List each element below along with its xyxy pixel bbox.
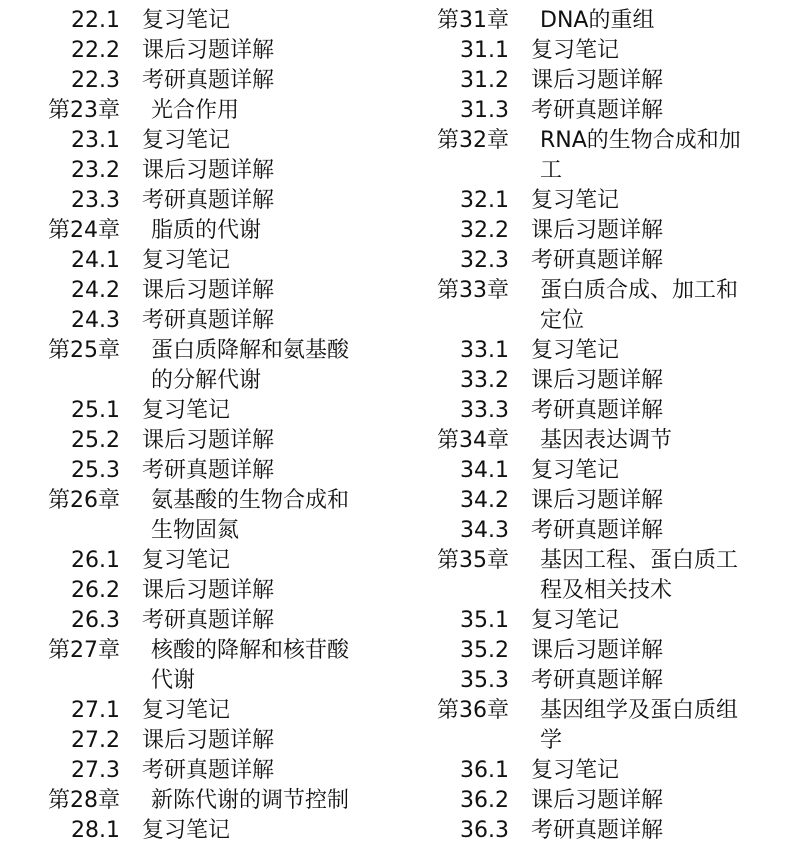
toc-section-line[interactable] [460, 456, 619, 486]
toc-section-line[interactable] [71, 396, 230, 426]
section-title: 考研真题详解 [142, 68, 275, 93]
section-number: 23.2 [71, 158, 120, 183]
section-number: 35.1 [460, 608, 509, 633]
section-title: 复习笔记 [531, 338, 620, 363]
toc-section-line[interactable] [71, 726, 274, 756]
section-title: 考研真题详解 [142, 188, 275, 213]
section-title: 课后习题详解 [531, 488, 664, 513]
section-number: 23.3 [71, 188, 120, 213]
toc-section-line[interactable] [71, 816, 230, 846]
section-number: 24.3 [71, 308, 120, 333]
toc-section-line[interactable] [71, 756, 274, 786]
chapter-number: 第34章 [437, 428, 509, 453]
section-title: 课后习题详解 [531, 368, 664, 393]
chapter-title-continuation: 程及相关技术 [540, 578, 673, 603]
chapter-title: 光合作用 [151, 98, 240, 123]
section-title: 课后习题详解 [531, 218, 664, 243]
section-title: 课后习题详解 [142, 428, 275, 453]
toc-section-line[interactable] [71, 426, 274, 456]
section-title: 考研真题详解 [531, 398, 664, 423]
toc-section-line[interactable] [71, 66, 274, 96]
chapter-title-continuation: 学 [540, 728, 563, 753]
toc-section-line[interactable] [71, 606, 274, 636]
section-title: 复习笔记 [531, 188, 620, 213]
section-title: 复习笔记 [142, 548, 231, 573]
section-number: 25.3 [71, 458, 120, 483]
section-title: 复习笔记 [142, 398, 231, 423]
section-number: 31.1 [460, 38, 509, 63]
chapter-title-continuation: 代谢 [151, 668, 196, 693]
section-number: 33.2 [460, 368, 509, 393]
section-title: 考研真题详解 [142, 458, 275, 483]
chapter-title: RNA的生物合成和加 [540, 128, 741, 153]
section-number: 33.3 [460, 398, 509, 423]
section-title: 复习笔记 [142, 128, 231, 153]
section-title: 复习笔记 [142, 8, 231, 33]
toc-section-line[interactable] [460, 786, 663, 816]
chapter-title: 核酸的降解和核苷酸 [151, 638, 350, 663]
section-title: 课后习题详解 [142, 38, 275, 63]
section-number: 27.3 [71, 758, 120, 783]
section-number: 25.2 [71, 428, 120, 453]
section-title: 复习笔记 [142, 818, 231, 843]
toc-chapter-line[interactable] [48, 636, 349, 666]
section-number: 35.2 [460, 638, 509, 663]
chapter-number: 第25章 [48, 338, 120, 363]
chapter-title: 基因组学及蛋白质组 [540, 698, 739, 723]
section-number: 34.2 [460, 488, 509, 513]
section-title: 课后习题详解 [531, 788, 664, 813]
section-number: 32.2 [460, 218, 509, 243]
section-number: 35.3 [460, 668, 509, 693]
toc-chapter-line[interactable] [48, 786, 349, 816]
toc-section-line[interactable] [71, 576, 274, 606]
section-title: 复习笔记 [142, 698, 231, 723]
section-number: 33.1 [460, 338, 509, 363]
section-title: 课后习题详解 [531, 68, 664, 93]
chapter-title: 脂质的代谢 [151, 218, 262, 243]
section-number: 23.1 [71, 128, 120, 153]
chapter-number: 第33章 [437, 278, 509, 303]
section-title: 课后习题详解 [142, 278, 275, 303]
chapter-title: 基因表达调节 [540, 428, 673, 453]
section-title: 复习笔记 [142, 248, 231, 273]
chapter-title: 蛋白质合成、加工和 [540, 278, 739, 303]
section-number: 22.3 [71, 68, 120, 93]
section-title: 课后习题详解 [142, 728, 275, 753]
toc-section-line[interactable] [71, 126, 230, 156]
section-number: 24.2 [71, 278, 120, 303]
toc-section-line[interactable] [460, 516, 663, 546]
section-number: 36.1 [460, 758, 509, 783]
toc-section-line[interactable] [460, 606, 619, 636]
toc-chapter-line[interactable] [48, 336, 349, 366]
toc-section-line[interactable] [71, 6, 230, 36]
toc-section-line[interactable] [460, 36, 619, 66]
toc-section-line[interactable] [71, 276, 274, 306]
toc-chapter-line[interactable] [48, 486, 349, 516]
section-title: 课后习题详解 [142, 578, 275, 603]
toc-section-line[interactable] [460, 336, 619, 366]
section-number: 31.3 [460, 98, 509, 123]
chapter-number: 第27章 [48, 638, 120, 663]
section-title: 考研真题详解 [531, 668, 664, 693]
chapter-title: DNA的重组 [540, 8, 655, 33]
chapter-title: 基因工程、蛋白质工 [540, 548, 739, 573]
toc-chapter-line[interactable] [437, 126, 741, 156]
section-number: 24.1 [71, 248, 120, 273]
chapter-title: 蛋白质降解和氨基酸 [151, 338, 350, 363]
toc-chapter-line[interactable] [48, 216, 261, 246]
toc-section-line[interactable] [460, 486, 663, 516]
section-title: 课后习题详解 [531, 638, 664, 663]
chapter-title-continuation: 的分解代谢 [151, 368, 262, 393]
section-number: 22.2 [71, 38, 120, 63]
section-number: 22.1 [71, 8, 120, 33]
section-number: 36.2 [460, 788, 509, 813]
section-title: 考研真题详解 [531, 818, 664, 843]
section-title: 考研真题详解 [531, 518, 664, 543]
toc-chapter-line[interactable] [437, 546, 738, 576]
section-number: 25.1 [71, 398, 120, 423]
toc-chapter-line[interactable] [437, 426, 672, 456]
toc-section-line[interactable] [71, 156, 274, 186]
toc-section-line[interactable] [460, 666, 663, 696]
section-title: 考研真题详解 [142, 308, 275, 333]
section-number: 26.2 [71, 578, 120, 603]
chapter-title-continuation: 生物固氮 [151, 518, 240, 543]
chapter-number: 第24章 [48, 218, 120, 243]
toc-section-line[interactable] [71, 186, 274, 216]
toc-section-line[interactable] [71, 246, 230, 276]
section-number: 32.1 [460, 188, 509, 213]
section-number: 27.1 [71, 698, 120, 723]
toc-section-line[interactable] [460, 756, 619, 786]
section-title: 考研真题详解 [531, 248, 664, 273]
chapter-title: 新陈代谢的调节控制 [151, 788, 350, 813]
section-number: 32.3 [460, 248, 509, 273]
chapter-title-continuation: 工 [540, 158, 563, 183]
chapter-number: 第26章 [48, 488, 120, 513]
section-number: 34.1 [460, 458, 509, 483]
section-title: 考研真题详解 [531, 98, 664, 123]
toc-section-line[interactable] [460, 636, 663, 666]
toc-section-line[interactable] [460, 246, 663, 276]
toc-section-line[interactable] [71, 456, 274, 486]
toc-chapter-line[interactable] [437, 6, 654, 36]
chapter-number: 第35章 [437, 548, 509, 573]
section-number: 26.3 [71, 608, 120, 633]
section-title: 复习笔记 [531, 458, 620, 483]
section-number: 34.3 [460, 518, 509, 543]
section-title: 复习笔记 [531, 608, 620, 633]
toc-section-line[interactable] [460, 396, 663, 426]
section-title: 考研真题详解 [142, 758, 275, 783]
section-title: 考研真题详解 [142, 608, 275, 633]
toc-chapter-line[interactable] [437, 696, 738, 726]
toc-section-line[interactable] [460, 366, 663, 396]
section-title: 课后习题详解 [142, 158, 275, 183]
chapter-number: 第28章 [48, 788, 120, 813]
chapter-number: 第23章 [48, 98, 120, 123]
toc-chapter-line[interactable] [48, 96, 239, 126]
chapter-title: 氨基酸的生物合成和 [151, 488, 350, 513]
toc-chapter-line[interactable] [437, 276, 738, 306]
section-number: 36.3 [460, 818, 509, 843]
section-number: 27.2 [71, 728, 120, 753]
chapter-number: 第36章 [437, 698, 509, 723]
toc-section-line[interactable] [460, 216, 663, 246]
toc-section-line[interactable] [460, 186, 619, 216]
section-number: 26.1 [71, 548, 120, 573]
toc-section-line[interactable] [71, 696, 230, 726]
section-number: 28.1 [71, 818, 120, 843]
toc-section-line[interactable] [71, 546, 230, 576]
toc-section-line[interactable] [71, 36, 274, 66]
toc-section-line[interactable] [460, 816, 663, 846]
toc-section-line[interactable] [460, 66, 663, 96]
chapter-title-continuation: 定位 [540, 308, 585, 333]
section-number: 31.2 [460, 68, 509, 93]
chapter-number: 第31章 [437, 8, 509, 33]
chapter-number: 第32章 [437, 128, 509, 153]
toc-section-line[interactable] [71, 306, 274, 336]
section-title: 复习笔记 [531, 758, 620, 783]
toc-section-line[interactable] [460, 96, 663, 126]
section-title: 复习笔记 [531, 38, 620, 63]
